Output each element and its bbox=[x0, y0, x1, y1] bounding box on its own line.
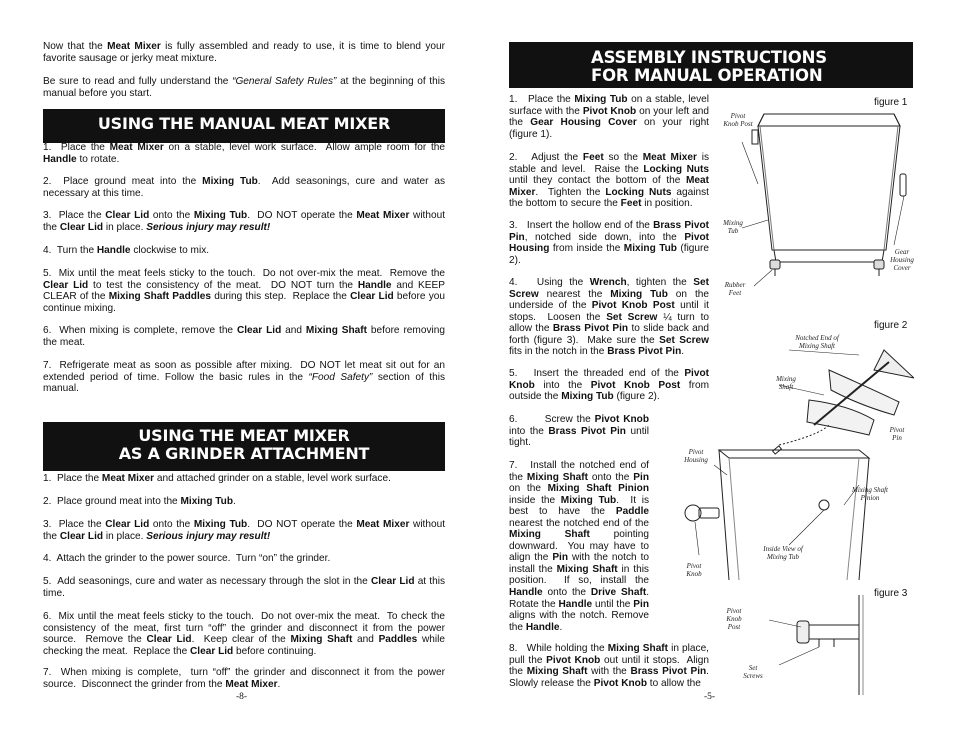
assembly-step-7: 7. Install the notched end of the Mixing Shaft onto the Pin on the Mixing Shaft Pinion inside the Mixing Tub. It is best to have the Paddle nearest the notched end of the Mixing Shaft pointing downward. You may have to align the Pin with the notch to install the Mixing Shaft in this position. If so, install the Handle onto the Drive Shaft. Rotate the Handle until the Pin aligns with the notch. Remove the Handle. bbox=[509, 460, 650, 633]
assembly-step-4: 4. Using the Wrench, tighten the Set Screw nearest the Mixing Tub on the underside of the Pivot Knob Post until it stops. Loosen the Set Screw ¼ turn to allow the Brass Pivot Pin to slide back and forth (figure 3). Make sure the Set Screw fits in the notch in the Brass Pivot Pin. bbox=[509, 277, 709, 358]
assembly-step-1: 1. Place the Mixing Tub on a stable, level surface with the Pivot Knob on your left and the Gear Housing Cover on your right (figure 1). bbox=[509, 94, 709, 140]
fig2-pivot-housing-label: Pivot Housing bbox=[684, 448, 708, 464]
left-page-number: -8- bbox=[236, 692, 248, 702]
figure3-pivot-illustration bbox=[749, 595, 899, 695]
grinder-step-3: 3. Place the Clear Lid onto the Mixing Tub. DO NOT operate the Meat Mixer without the Clear Lid in place. Serious injury may result! bbox=[43, 519, 446, 542]
right-page-number: -5- bbox=[704, 692, 716, 702]
intro-paragraph-1: Now that the Meat Mixer is fully assembled and ready to use, it is time to blend your favorite sausage or jerky meat mixture. bbox=[43, 41, 445, 64]
fig2-mixing-shaft-pinion-label: Mixing Shaft Pinion bbox=[852, 486, 888, 502]
grinder-step-1: 1. Place the Meat Mixer and attached grinder on a stable, level work surface. bbox=[43, 473, 391, 484]
heading-manual-text: USING THE MANUAL MEAT MIXER bbox=[97, 114, 391, 133]
manual-step-6: 6. When mixing is complete, remove the Clear Lid and Mixing Shaft before removing the meat. bbox=[43, 325, 445, 348]
grinder-step-4: 4. Attach the grinder to the power source. Turn “on” the grinder. bbox=[43, 553, 331, 564]
heading-grinder-line2: AS A GRINDER ATTACHMENT bbox=[118, 444, 370, 463]
fig1-gear-housing-cover-label: Gear Housing Cover bbox=[890, 248, 914, 272]
assembly-step-5: 5. Insert the threaded end of the Pivot Knob into the Pivot Knob Post from outside the Mixing Tub (figure 2). bbox=[509, 368, 709, 403]
assembly-step-3: 3. Insert the hollow end of the Brass Pivot Pin, notched side down, into the Pivot Housing from inside the Mixing Tub (figure 2). bbox=[509, 220, 710, 266]
manual-step-1: 1. Place the Meat Mixer on a stable, level work surface. Allow ample room for the Handle to rotate. bbox=[43, 142, 445, 165]
fig3-set-screws-label: Set Screws bbox=[743, 664, 763, 680]
fig2-pivot-knob-label: Pivot Knob bbox=[686, 562, 702, 578]
assembly-step-2: 2. Adjust the Feet so the Meat Mixer is stable and level. Raise the Locking Nuts until they contact the bottom of the Meat Mixer. Tighten the Locking Nuts against the bottom to secure the Feet in position. bbox=[509, 152, 710, 210]
grinder-step-7: 7. When mixing is complete, turn “off” the grinder and disconnect it from the power source. Disconnect the grinder from the Meat Mixer. bbox=[43, 667, 445, 690]
fig2-notched-end-label: Notched End of Mixing Shaft bbox=[795, 334, 839, 350]
section-heading-assembly bbox=[509, 42, 913, 88]
fig1-pivot-knob-post-label: Pivot Knob Post bbox=[723, 112, 753, 128]
section-heading-grinder bbox=[43, 422, 445, 471]
section-heading-manual bbox=[43, 109, 445, 143]
heading-grinder-line1: USING THE MEAT MIXER bbox=[138, 426, 350, 445]
assembly-step-6: 6. Screw the Pivot Knob into the Brass Pivot Pin until tight. bbox=[509, 414, 649, 449]
figure3-label: figure 3 bbox=[874, 588, 908, 599]
grinder-step-2: 2. Place ground meat into the Mixing Tub. bbox=[43, 496, 236, 507]
manual-step-4: 4. Turn the Handle clockwise to mix. bbox=[43, 245, 210, 256]
figure2-label: figure 2 bbox=[874, 320, 908, 331]
intro-paragraph-2: Be sure to read and fully understand the “General Safety Rules” at the beginning of this manual before you start. bbox=[43, 76, 445, 99]
figure1-label: figure 1 bbox=[874, 97, 908, 108]
heading-assembly-line2: FOR MANUAL OPERATION bbox=[591, 66, 823, 85]
fig1-mixing-tub-label: Mixing Tub bbox=[723, 219, 743, 235]
grinder-step-5: 5. Add seasonings, cure and water as necessary through the slot in the Clear Lid at this time. bbox=[43, 576, 446, 599]
manual-step-3: 3. Place the Clear Lid onto the Mixing Tub. DO NOT operate the Meat Mixer without the Clear Lid in place. Serious injury may result! bbox=[43, 210, 446, 233]
figure1-mixer-illustration bbox=[714, 100, 914, 300]
assembly-step-8: 8. While holding the Mixing Shaft in place, pull the Pivot Knob out until it stops. Align the Mixing Shaft with the Brass Pivot Pin. Slowly release the Pivot Knob to allow the bbox=[509, 643, 709, 689]
manual-step-5: 5. Mix until the meat feels sticky to the touch. Do not over-mix the meat. Remove the Clear Lid to test the consistency of the meat. DO NOT turn the Handle and KEEP CLEAR of the Mixing Shaft Paddles during this step. Replace the Clear Lid before you continue mixing. bbox=[43, 268, 445, 314]
fig3-pivot-knob-post-label: Pivot Knob Post bbox=[726, 607, 742, 631]
grinder-step-6: 6. Mix until the meat feels sticky to the touch. Do not over-mix the meat. To check the consistency of the meat, first turn “off” the grinder and disconnect it from the power source. Remove the Clear Lid. Keep clear of the Mixing Shaft and Paddles while checking the meat. Replace the Clear Lid before continuing. bbox=[43, 611, 445, 657]
manual-step-7: 7. Refrigerate meat as soon as possible after mixing. DO NOT let meat sit out for an extended period of time. Follow the basic rules in the “Food Safety” section of this manual. bbox=[43, 360, 445, 395]
manual-step-2: 2. Place ground meat into the Mixing Tub. Add seasonings, cure and water as necessary at this time. bbox=[43, 176, 446, 199]
fig2-mixing-shaft-label: Mixing Shaft bbox=[776, 375, 796, 391]
fig2-pivot-pin-label: Pivot Pin bbox=[889, 426, 905, 442]
fig2-inside-view-label: Inside View of Mixing Tub bbox=[763, 545, 803, 561]
heading-assembly-line1: ASSEMBLY INSTRUCTIONS bbox=[591, 48, 827, 67]
fig1-rubber-feet-label: Rubber Feet bbox=[724, 281, 746, 297]
